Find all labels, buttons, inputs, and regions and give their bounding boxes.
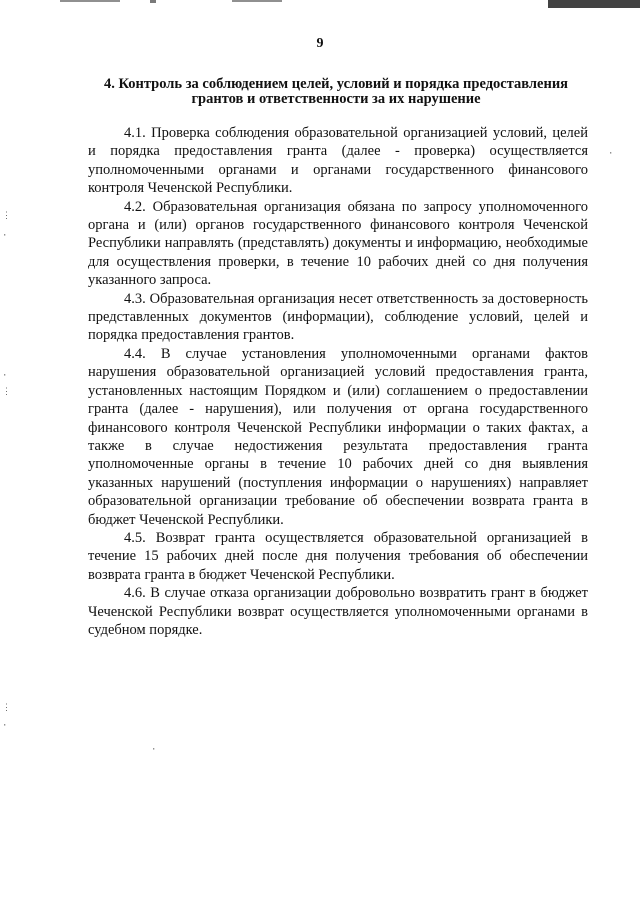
scan-artifact-dot-lower: · xyxy=(151,745,157,755)
paragraph-4-4: 4.4. В случае установления уполномоченными органами фактов нарушения образовательной организацией условий предоставления гранта, установленных настоящим Порядком и (или) соглашением о предоставлении гранта (далее - нарушения), или получения от органа государственного финансового контроля Чеченской Республики информации о таких фактах, а также в случае недостижения результата предоставления гранта уполномоченные органы в течение 10 рабочих дней со дня выявления указанных нарушений (поступления информации о нарушениях) направляет образовательной организации требование об обеспечении возврата гранта в бюджет Чеченской Республики. xyxy=(88,345,588,528)
scan-artifact-top-mid xyxy=(150,0,156,3)
scan-artifact-top-right xyxy=(548,0,640,8)
scan-artifact-left-edge-6: · xyxy=(2,721,8,731)
section-body xyxy=(88,124,588,639)
paragraph-4-6: 4.6. В случае отказа организации добровольно возвратить грант в бюджет Чеченской Республики возврат осуществляется уполномоченными органами в судебном порядке. xyxy=(88,585,588,638)
paragraph-4-1: 4.1. Проверка соблюдения образовательной организацией условий, целей и порядка предоставления гранта (далее - проверка) осуществляется уполномоченными органами и органами государственного финансового контроля Чеченской Республики. xyxy=(88,125,588,197)
page-number: 9 xyxy=(316,36,324,51)
paragraph-4-5: 4.5. Возврат гранта осуществляется образовательной организацией в течение 15 рабочих дней после дня получения требования об обеспечении возврата гранта в бюджет Чеченской Республики. xyxy=(88,529,588,583)
scan-artifact-left-edge-2: · xyxy=(2,231,8,241)
section-heading: 4. Контроль за соблюдением целей, условий и порядка предоставления грантов и ответственности за их нарушение xyxy=(103,76,569,107)
scan-artifact-top-mid2 xyxy=(232,0,282,2)
paragraph-4-2: 4.2. Образовательная организация обязана по запросу уполномоченного органа и (или) органов государственного финансового контроля Чеченской Республики направлять (представлять) документы и информацию, необходимые для осуществления проверки, в течение 10 рабочих дней со дня получения указанного запроса. xyxy=(88,198,588,289)
scan-artifact-top-left xyxy=(60,0,120,2)
scan-artifact-left-edge-5: ⋮ xyxy=(2,703,11,713)
scan-artifact-dot-right: · xyxy=(608,149,614,159)
scan-artifact-left-edge-4: ⋮ xyxy=(2,387,11,397)
scan-artifact-left-edge-1: ⋮ xyxy=(2,211,11,221)
scan-artifact-left-edge-3: · xyxy=(2,371,8,381)
paragraph-4-3: 4.3. Образовательная организация несет ответственность за достоверность представленных документов (информации), соблюдение условий, целей и порядка предоставления грантов. xyxy=(88,290,588,344)
